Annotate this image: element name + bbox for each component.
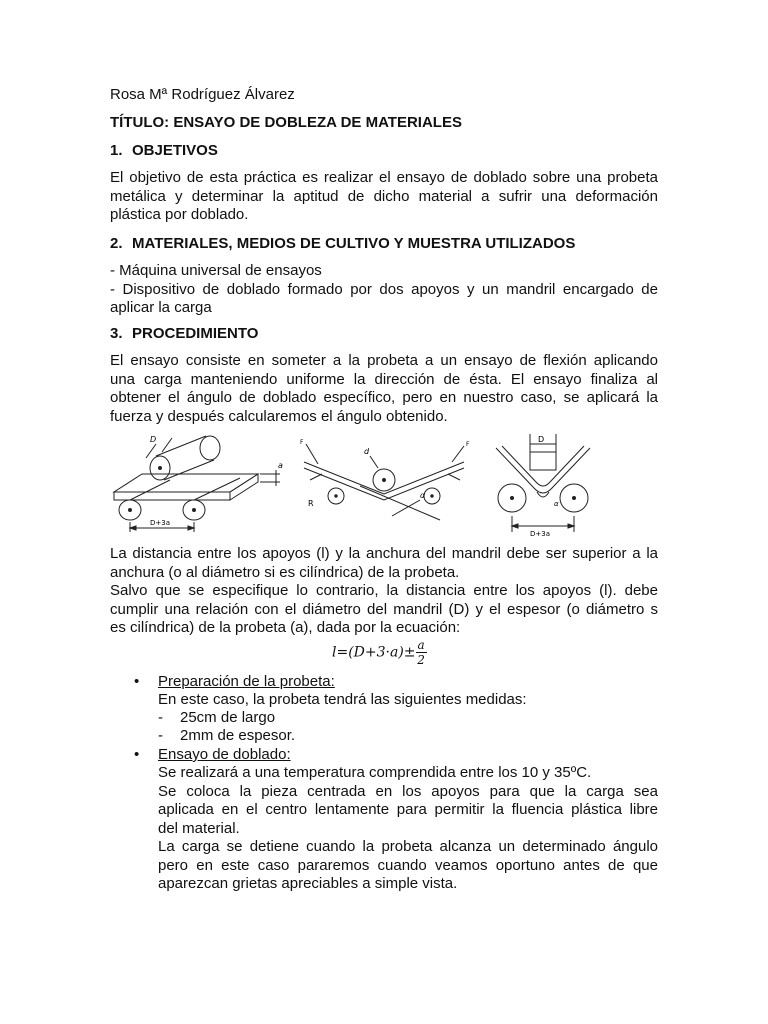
text-line: del material. <box>158 819 240 837</box>
list-item <box>158 709 275 728</box>
text-line: La carga se detiene cuando la probeta alcanza un determinado ángulo <box>158 838 658 855</box>
text-line: Salvo que se especifique lo contrario, la distancia entre los apoyos (l). debe <box>110 582 658 599</box>
text-line: metálica y determinar la aptitud de dicho material a sufrir una deformación <box>110 187 658 205</box>
text-line: - Máquina universal de ensayos <box>110 262 322 279</box>
equation-lhs: l=(D+3·a)± <box>332 644 416 661</box>
label-distance: D+3a <box>530 530 550 538</box>
author-name: Rosa Mª Rodríguez Álvarez <box>110 86 295 103</box>
document-title: TÍTULO: ENSAYO DE DOBLEZA DE MATERIALES <box>110 114 462 131</box>
text-line: anchura (o al diámetro si es cilíndrica) de la probeta. <box>110 563 460 581</box>
text-line: - Dispositivo de doblado formado por dos apoyos y un mandril encargado de <box>110 280 658 298</box>
list-item <box>158 727 295 746</box>
equation <box>332 638 427 667</box>
list-item-text: 25cm de largo <box>180 709 276 726</box>
figure-3d-bending-setup <box>110 430 285 540</box>
dash-symbol: - <box>158 709 163 726</box>
preparacion-intro: En este caso, la probeta tendrá las siguientes medidas: <box>158 691 527 708</box>
text-line: obtener el ángulo de doblado específico, pero en nuestro caso, se aplicará la <box>110 389 658 406</box>
section-title: PROCEDIMIENTO <box>132 325 259 342</box>
text-line: plástica por doblado. <box>110 206 249 223</box>
bullet-label: Preparación de la probeta: <box>158 673 335 690</box>
text-line: La distancia entre los apoyos (l) y la anchura del mandril debe ser superior a la <box>110 545 658 562</box>
label-force-right: F <box>466 441 470 448</box>
label-force-left: F <box>300 439 304 446</box>
section-number: 3. <box>110 325 123 342</box>
fraction-denominator: 2 <box>417 653 425 667</box>
label-mandrel-D: D <box>538 435 545 444</box>
section-title: OBJETIVOS <box>132 142 218 159</box>
equation-fraction <box>416 638 427 667</box>
label-thickness: a <box>278 461 283 470</box>
text-line: El objetivo de esta práctica es realizar el ensayo de doblado sobre una probeta <box>110 169 658 186</box>
label-support-radius: R <box>308 499 314 508</box>
label-angle: α <box>554 500 559 508</box>
text-line: Se realizará a una temperatura comprendida entre los 10 y 35ºC. <box>158 764 592 781</box>
section-title: MATERIALES, MEDIOS DE CULTIVO Y MUESTRA UTILIZADOS <box>132 235 576 252</box>
list-item-text: 2mm de espesor. <box>180 727 296 744</box>
paragraph-objetivos <box>110 169 658 225</box>
label-mandrel-d: d <box>364 447 370 456</box>
fraction-numerator: a <box>417 638 425 652</box>
text-line: aparezcan grietas apreciables a simple vista. <box>158 875 458 892</box>
dash-symbol: - <box>158 727 163 744</box>
bullet-symbol: • <box>134 746 140 763</box>
mandrel-block <box>530 452 556 470</box>
bullet-label: Ensayo de doblado: <box>158 746 291 763</box>
section-heading-materiales <box>110 235 575 254</box>
specimen-plate <box>114 474 258 492</box>
figure-deep-bending <box>490 430 600 540</box>
paragraph-materiales <box>110 262 658 318</box>
label-mandrel-diameter: D <box>150 435 157 444</box>
bullet-symbol: • <box>134 673 140 690</box>
text-line: pero en este caso pararemos cuando veamos oportuno antes de que <box>158 856 658 874</box>
ensayo-paragraph <box>158 764 658 894</box>
text-line: aplicada en el centro lentamente para permitir la fluencia plástica libre <box>158 801 658 818</box>
section-heading-procedimiento <box>110 325 258 344</box>
paragraph-procedimiento <box>110 352 658 426</box>
section-heading-objetivos <box>110 142 218 161</box>
label-bend-angle: α <box>420 491 426 500</box>
paragraph-support-distance <box>110 545 658 638</box>
text-line: es cilíndrica) de la probeta (a), dada por la ecuación: <box>110 619 461 636</box>
figure-angle-bending <box>300 434 480 534</box>
text-line: cumplir una relación con el diámetro del mandril (D) y el espesor (o diámetro s <box>110 600 658 618</box>
text-line: fuerza y después calcularemos el ángulo obtenido. <box>110 407 448 425</box>
text-line: El ensayo consiste en someter a la probeta a un ensayo de flexión aplicando <box>110 352 658 369</box>
text-line: una carga manteniendo uniforme la dirección de ésta. El ensayo finaliza al <box>110 370 658 388</box>
text-line: Se coloca la pieza centrada en los apoyos para que la carga sea <box>158 782 658 800</box>
section-number: 2. <box>110 235 123 252</box>
label-support-distance: D+3a <box>150 519 170 527</box>
section-number: 1. <box>110 142 123 159</box>
bending-test-diagrams <box>110 430 658 540</box>
text-line: aplicar la carga <box>110 299 212 316</box>
